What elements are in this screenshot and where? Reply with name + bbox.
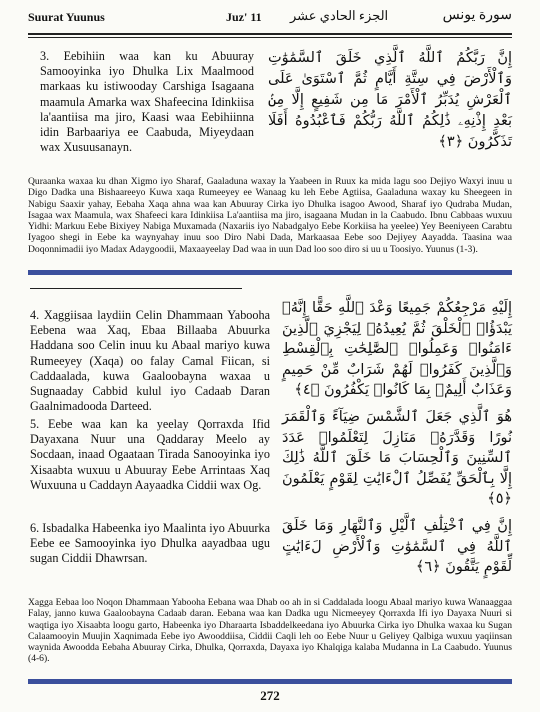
juz-label-arabic: الجزء الحادي عشر (290, 8, 389, 23)
verse-4-translation: 4. Xaggiisaa laydiin Celin Dhammaan Yabooha Eebena waa Xaq, Ebaa Billaaba Abuurka Haddana soo Celin inuu ku Abaal mariyo kuwa Rumeeyey (Xaqa) oo falay Camal Fiican, si Caddaalada, kuwa Gaaloobayna waxaa u Sugnaaday Cabbid kulul iyo Cadaab Daran Gaalnimadooda Darteed. (30, 308, 270, 414)
section-divider-bar (28, 270, 512, 275)
surah-name-english: Suurat Yuunus (28, 10, 105, 24)
verse-6-arabic: إِنَّ فِي ٱخْتِلَٰفِ ٱلَّيْلِ وَٱلنَّهَارِ وَمَا خَلَقَ ٱللَّهُ فِي ٱلسَّمَٰوَٰتِ وَٱلْأَرْضِ لَءَايَٰتٍ لِّقَوْمٍ يَتَّقُونَ ﴿٦﴾ (282, 517, 512, 576)
short-rule (30, 288, 242, 289)
header-rule (28, 33, 512, 35)
verse-3-translation: 3. Eebihiin waa kan ku Abuuray Samooyinka iyo Dhulka Lix Maalmood markaas ku istiwooday Carshiga Isagaana maamula Amarka wax Shafeecina Idinkiisa la'aantiisa ma jiro, Kaasi waa Eebihiinna idin Barbaariya ee Caabuda, Miyeydaan wax Xusuusanayn. (40, 49, 254, 155)
verse-5-translation: 5. Eebe waa kan ka yeelay Qorraxda Ifid Dayaxana Nuur una Qaddaray Meelo ay Socdaan, inaad Ogaataan Tirada Sanooyinka iyo Xisaabta wuxuu u Abuuray Eebe Arrintaas Xaq Wuxuuna u Caddayn Aayaadka Ciddii wax Og. (30, 417, 270, 492)
verse-6-translation: 6. Isbadalka Habeenka iyo Maalinta iyo Abuurka Eebe ee Samooyinka iyo Dhulka aayadbaa ugu sugan Ciddii Dhawrsan. (30, 521, 270, 566)
commentary-verses-1-3: Quraanka waxaa ku dhan Xigmo iyo Sharaf, Gaaladuna waxay la Yaabeen in Ruux ka mida lagu soo Dejiyo Waxyi inuu u Digo Dadka una Bishaareeyo Kuwa xaqa Rumeeyey ee Wanaag ku leh Eebe Agtiisa, Gaaladuna waxay ku Sheegeen in Nabigu Saaxir yahay, Eebaha Xaqa ahna waa kan Abuuray Cirka iyo Dhulka isagoo Awood, Sharaf iyo Qudraba Mudan, Isagaa wax Maamula, wax Shafeeci kara Idinkiisa La'aantiisa ma jiro, isagaana Mudan in la Caabudo. Ibnu Cabbaas wuxuu Yidhi: Markuu Eebe Bixiyey Nabiga Muxamada (Naxariis iyo Nabadgalyo Eebe Korkiisa ha yeelee) Yey Beeniyeen Carabtu Iyagoo shegi in Eebe ka waynyahay inuu soo Diro Nabi Dada, Markaasaa Eebe soo Dejiyey Aayadda. Taasina waa Doqonnimadii iyo Madax Adaygoodii, Maxaayeelay Dad waa in uun Dad loo soo diro si uu u Toosiyo. Yuunus (1-3). (28, 176, 512, 255)
commentary-verses-4-6: Xagga Eebaa loo Noqon Dhammaan Yabooha Eebana waa Dhab oo ah in si Caddalada loogu Abaal mariyo kuwa Wanaaggaa Falay, janno kuwa Gaaloobayna Cadaab daran. Eebana waa kan Dadka ugu Nicmeeyey Qorraxda Ifi iyo Dayaxa Nuuri si waqtiga iyo Xisaabta loogu garto, Habeenka iyo Dharaarta Isbaddelkeedana iyo Abuurka Cirka iyo Dhulka waxaa ku Sugan Calaamooyin Muujin Xaqnimada Eebe iyo Awooddiisa, Ciddii Caqli leh oo Eebe Nuur u Geliyey Qalbiga wuxuu yaqiinsan waynida Awoodda Eebaha Abuuray Cirka, Dhulka, Qorraxda, Dayaxa iyo Khalqiga kalaba Mudanna in La Caabudo. Yuunus (4-6). (28, 597, 512, 665)
verse-4-arabic: إِلَيْهِ مَرْجِعُكُمْ جَمِيعًا وَعْدَ ٱللَّهِ حَقًّا إِنَّهُۥ يَبْدَؤُا۟ ٱلْخَلْقَ ثُمَّ يُعِيدُهُۥ لِيَجْزِيَ ٱلَّذِينَ ءَامَنُوا۟ وَعَمِلُوا۟ ٱلصَّٰلِحَٰتِ بِٱلْقِسْطِ وَٱلَّذِينَ كَفَرُوا۟ لَهُمْ شَرَابٌ مِّنْ حَمِيمٍ وَعَذَابٌ أَلِيمٌۢ بِمَا كَانُوا۟ يَكْفُرُونَ ﴿٤﴾ (282, 300, 512, 399)
verse-5-arabic: هُوَ ٱلَّذِي جَعَلَ ٱلشَّمْسَ ضِيَآءً وَٱلْقَمَرَ نُورًا وَقَدَّرَهُۥ مَنَازِلَ لِتَعْلَمُوا۟ عَدَدَ ٱلسِّنِينَ وَٱلْحِسَابَ مَا خَلَقَ ٱللَّهُ ذَٰلِكَ إِلَّا بِٱلْحَقِّ يُفَصِّلُ ٱلْءَايَٰتِ لِقَوْمٍ يَعْلَمُونَ ﴿٥﴾ (282, 408, 512, 508)
header-rule-inner (28, 37, 512, 38)
footer-bar (28, 679, 512, 684)
juz-label-english: Juz' 11 (226, 10, 262, 24)
page-number: 272 (260, 688, 280, 703)
verse-3-arabic: إِنَّ رَبَّكُمُ ٱللَّهُ ٱلَّذِي خَلَقَ ٱلسَّمَٰوَٰتِ وَٱلْأَرْضَ فِي سِتَّةِ أَيَّامٍ ثُمَّ ٱسْتَوَىٰ عَلَى ٱلْعَرْشِ يُدَبِّرُ ٱلْأَمْرَ مَا مِن شَفِيعٍ إِلَّا مِنۢ بَعْدِ إِذْنِهِۦ ذَٰلِكُمُ ٱللَّهُ رَبُّكُمْ فَٱعْبُدُوهُ أَفَلَا تَذَكَّرُونَ ﴿٣﴾ (268, 50, 512, 150)
running-header (28, 6, 512, 30)
verses-4-6-arabic (282, 298, 512, 578)
surah-name-arabic: سورة يونس (442, 8, 512, 23)
